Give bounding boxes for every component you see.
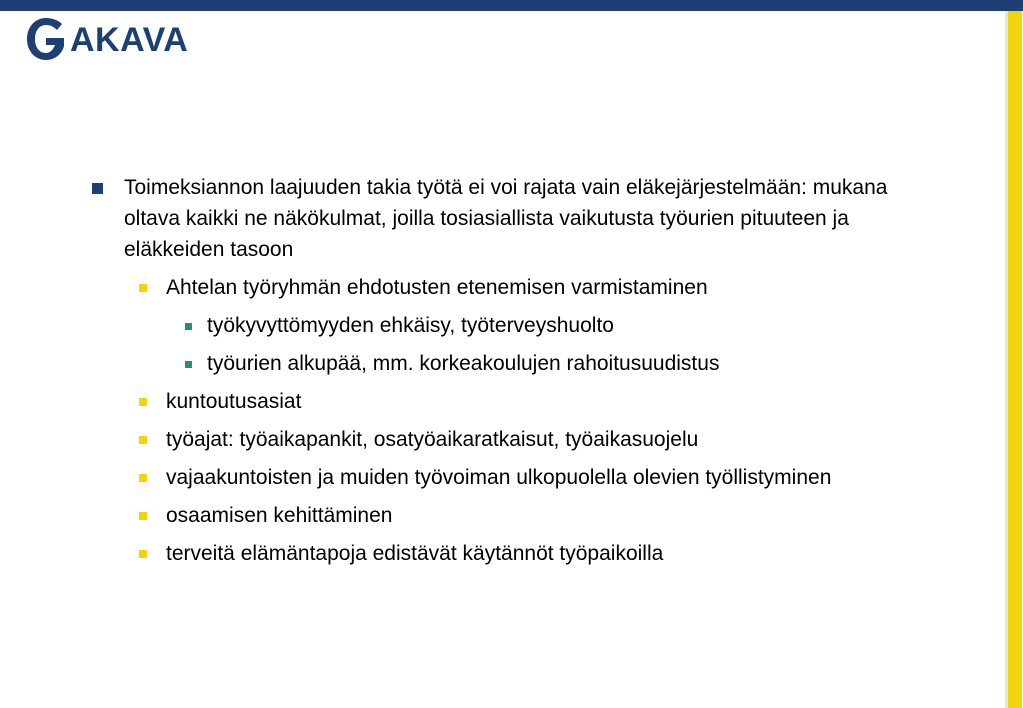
akava-logo-icon bbox=[24, 14, 68, 64]
bullet-square bbox=[139, 512, 147, 520]
list-item-text: Toimeksiannon laajuuden takia työtä ei voi rajata vain eläkejärjestelmään: mukana oltava kaikki ne näkökulmat, joilla tosiasiallista vaikutusta työurien pituuteen ja eläkkeiden tasoon bbox=[124, 176, 888, 261]
list-item-text: Ahtelan työryhmän ehdotusten etenemisen varmistaminen bbox=[166, 276, 708, 299]
list-item bbox=[90, 348, 890, 379]
list-item bbox=[90, 172, 890, 265]
bullet-square bbox=[139, 284, 147, 292]
list-item bbox=[90, 538, 890, 569]
list-item-text: kuntoutusasiat bbox=[166, 390, 302, 413]
list-item-text: työajat: työaikapankit, osatyöaikaratkaisut, työaikasuojelu bbox=[166, 428, 699, 451]
list-item-text: vajaakuntoisten ja muiden työvoiman ulkopuolella olevien työllistyminen bbox=[166, 466, 832, 489]
akava-logo bbox=[24, 14, 224, 64]
list-item bbox=[90, 386, 890, 417]
list-item-text: työurien alkupää, mm. korkeakoulujen rahoitusuudistus bbox=[207, 352, 720, 375]
list-item-text: terveitä elämäntapoja edistävät käytännöt työpaikoilla bbox=[166, 542, 664, 565]
bullet-square bbox=[139, 436, 147, 444]
bullet-square bbox=[139, 398, 147, 406]
list-item bbox=[90, 310, 890, 341]
bullet-content bbox=[90, 172, 890, 569]
list-item bbox=[90, 462, 866, 493]
list-item bbox=[90, 500, 890, 531]
logo-text: AKAVA bbox=[70, 21, 189, 59]
bullet-square bbox=[185, 361, 192, 368]
list-item bbox=[90, 424, 890, 455]
side-stripe-yellow bbox=[1008, 11, 1022, 708]
bullet-square bbox=[92, 183, 103, 194]
right-side-stripe bbox=[1005, 11, 1023, 708]
bullet-square bbox=[185, 323, 192, 330]
top-header-bar bbox=[0, 0, 1023, 11]
list-item-text: osaamisen kehittäminen bbox=[166, 504, 393, 527]
list-item-text: työkyvyttömyyden ehkäisy, työterveyshuolto bbox=[207, 314, 614, 337]
bullet-square bbox=[139, 474, 147, 482]
list-item bbox=[90, 272, 890, 303]
bullet-square bbox=[139, 550, 147, 558]
